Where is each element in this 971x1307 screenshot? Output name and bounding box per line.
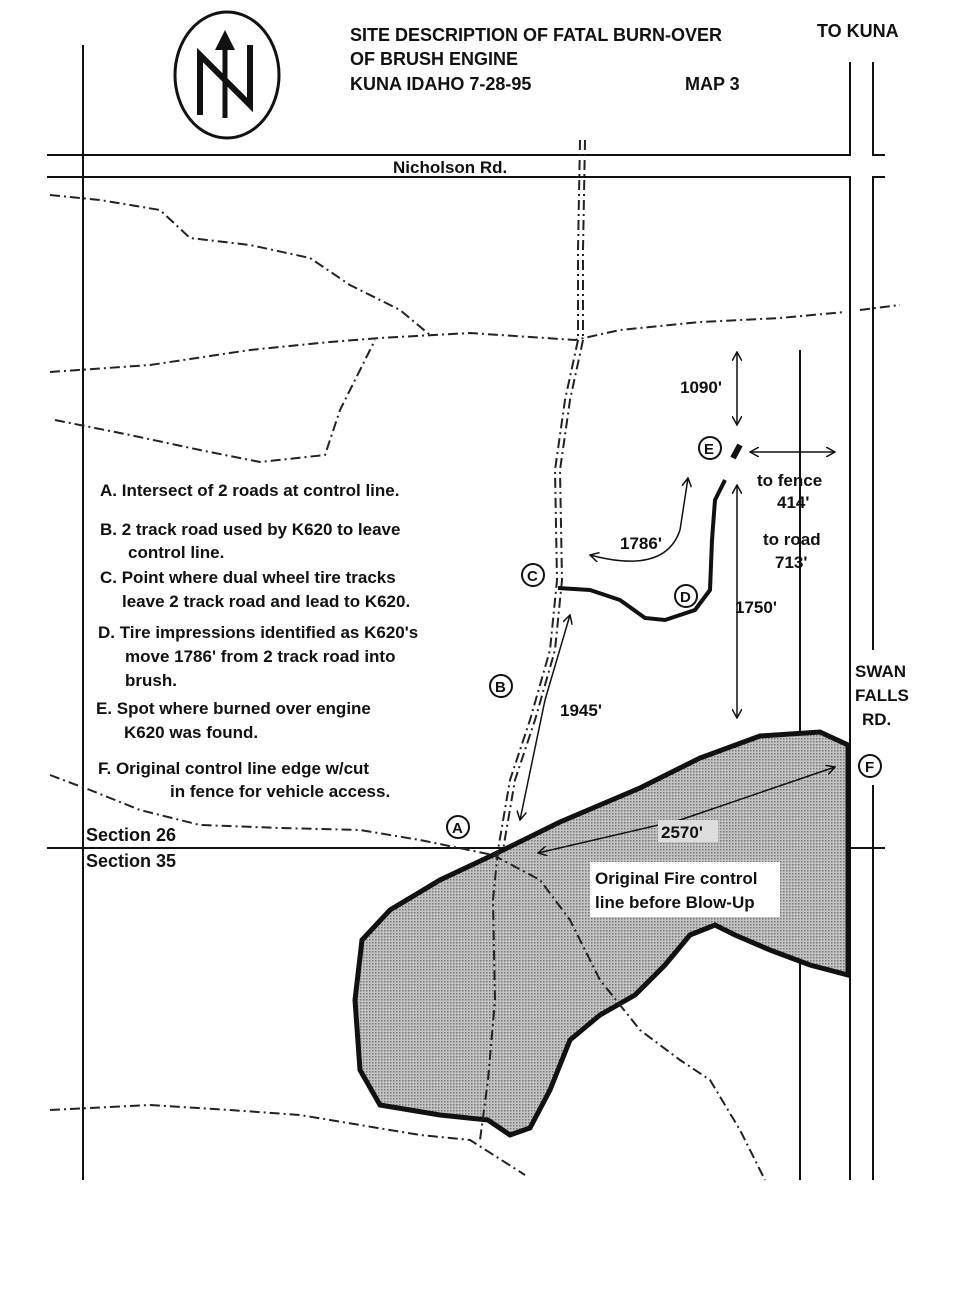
to-kuna-label: TO KUNA — [817, 21, 899, 41]
swan-falls-label-3: RD. — [862, 710, 892, 729]
nicholson-rd-label: Nicholson Rd. — [393, 158, 508, 177]
swan-falls-label-2: FALLS — [855, 686, 909, 705]
legend — [96, 481, 418, 801]
point-a-marker — [447, 816, 469, 838]
north-arrow-icon — [175, 12, 279, 138]
legend-d-2: move 1786' from 2 track road into — [125, 647, 396, 666]
legend-e-1: E. Spot where burned over engine — [96, 699, 371, 718]
legend-b-2: control line. — [128, 543, 225, 562]
title-line-1: SITE DESCRIPTION OF FATAL BURN-OVER — [350, 25, 723, 45]
to-fence-label: to fence — [757, 471, 823, 490]
swan-falls-label-1: SWAN — [855, 662, 906, 681]
section-35-label: Section 35 — [86, 851, 177, 871]
svg-text:E: E — [704, 441, 715, 458]
legend-f-2: in fence for vehicle access. — [170, 782, 391, 801]
distance-1090: 1090' — [680, 378, 722, 397]
distance-1786: 1786' — [620, 534, 662, 553]
legend-f-1: F. Original control line edge w/cut — [98, 759, 370, 778]
legend-b-1: B. 2 track road used by K620 to leave — [100, 520, 401, 539]
legend-a: A. Intersect of 2 roads at control line. — [100, 481, 400, 500]
point-d-marker — [675, 585, 697, 607]
svg-text:D: D — [680, 589, 691, 606]
legend-e-2: K620 was found. — [124, 723, 259, 742]
section-26-label: Section 26 — [86, 825, 177, 845]
legend-d-3: brush. — [125, 671, 177, 690]
burned-area — [355, 732, 848, 1135]
svg-text:F: F — [865, 759, 875, 776]
title-line-3: KUNA IDAHO 7-28-95 — [350, 74, 532, 94]
svg-text:C: C — [527, 568, 538, 585]
distance-1750: 1750' — [735, 598, 777, 617]
legend-c-1: C. Point where dual wheel tire tracks — [100, 568, 396, 587]
svg-text:A: A — [452, 820, 463, 837]
burn-label-line-2: line before Blow-Up — [595, 893, 755, 912]
distance-2570: 2570' — [661, 823, 703, 842]
point-c-marker — [522, 564, 544, 586]
point-b-marker — [490, 675, 512, 697]
engine-k620-marker — [733, 445, 740, 458]
title-line-2: OF BRUSH ENGINE — [350, 49, 519, 69]
distance-713: 713' — [775, 553, 808, 572]
legend-c-2: leave 2 track road and lead to K620. — [122, 592, 411, 611]
distance-414: 414' — [777, 493, 810, 512]
svg-text:B: B — [495, 679, 506, 696]
point-e-marker — [699, 437, 721, 459]
map-number: MAP 3 — [685, 74, 740, 94]
point-f-marker — [859, 755, 881, 777]
distance-1945: 1945' — [560, 701, 602, 720]
legend-d-1: D. Tire impressions identified as K620's — [98, 623, 419, 642]
burn-label-line-1: Original Fire control — [595, 869, 758, 888]
to-road-label: to road — [763, 530, 821, 549]
